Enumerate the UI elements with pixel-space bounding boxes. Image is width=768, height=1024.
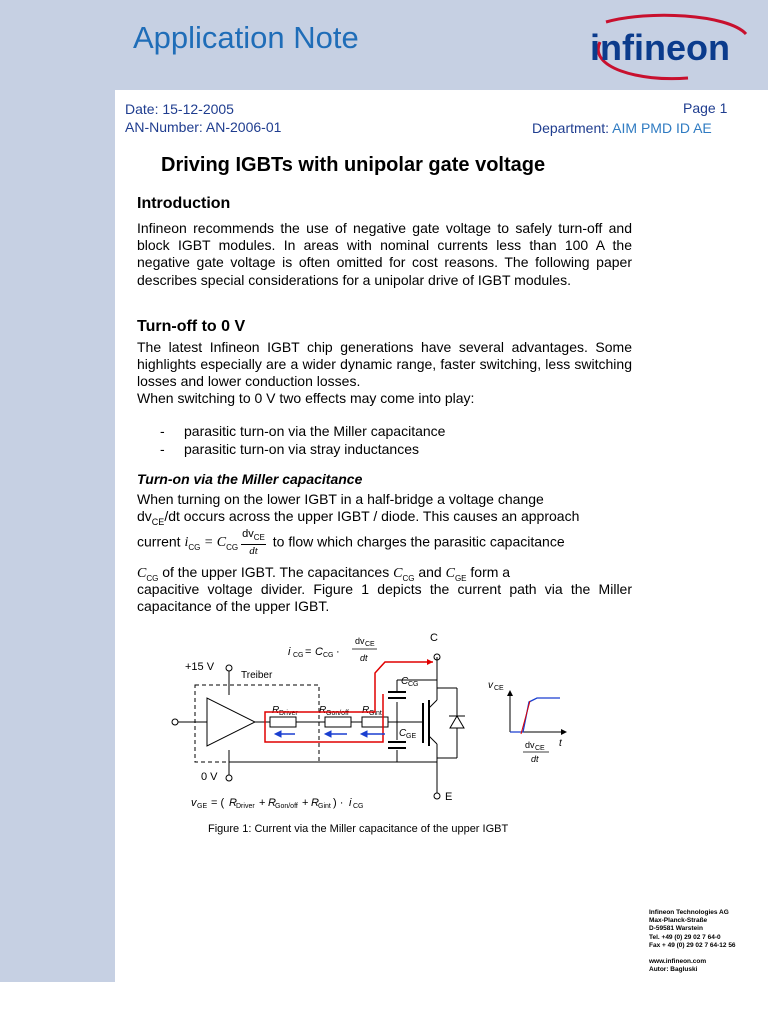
plus15-terminal (226, 665, 232, 671)
resistor-driver (270, 717, 296, 727)
document-title: Driving IGBTs with unipolar gate voltage (161, 154, 546, 176)
svg-text:i: i (288, 646, 291, 658)
v-ce-label: v (488, 680, 493, 691)
turnoff-heading: Turn-off to 0 V (137, 318, 246, 335)
svg-text:v: v (191, 797, 197, 809)
dvce-sub: CE (151, 516, 165, 527)
v-ce-sub: CE (494, 685, 504, 692)
svg-text:·: · (336, 646, 340, 658)
and-word: and (418, 564, 442, 580)
r-driver-label: R (272, 705, 280, 716)
node-e-terminal (434, 793, 440, 799)
miller-line-3-rest: to flow which charges the parasitic capacitance (272, 533, 565, 550)
footer-line: Infineon Technologies AG (649, 909, 729, 916)
footer-line: Tel. +49 (0) 29 02 7 64-0 (649, 933, 721, 941)
miller-current-path (265, 662, 433, 742)
formula-bottom (191, 797, 364, 810)
bullet-item (160, 441, 419, 457)
current-word: current (137, 533, 181, 550)
miller-line-5: capacitive voltage divider. Figure 1 depicts the current path via the Miller capacitance of the upper IGBT. (137, 581, 632, 615)
r-gon-label: R (319, 705, 327, 716)
turnoff-paragraph-2: When switching to 0 V two effects may come into play: (137, 390, 475, 406)
miller-circuit-figure (165, 628, 600, 818)
ccg-symbol-2: $C_{CG}$ (393, 566, 415, 583)
an-number-field: AN-Number: AN-2006-01 (125, 119, 282, 135)
footer-author: Autor: Bagluski (649, 966, 698, 974)
department-label: Department: (532, 120, 610, 136)
svg-text:R: R (229, 797, 237, 809)
r-driver-sub: Driver (279, 710, 298, 717)
cge-symbol: $C_{GE}$ (445, 566, 467, 583)
svg-text:+: + (259, 797, 266, 809)
c-cg-sub: CG (408, 681, 419, 688)
department-field (532, 120, 712, 136)
svg-text:Gint: Gint (318, 803, 331, 810)
department-value: AIM PMD ID AE (612, 120, 712, 136)
c-ge-sub: GE (406, 733, 417, 740)
bullet-text: parasitic turn-on via stray inductances (184, 441, 419, 457)
dvce-dt-fraction: $\frac{dv_{CE}}{dt}$ (242, 528, 265, 558)
vce-waveform-inset (488, 680, 567, 764)
footer-website: www.infineon.com (649, 958, 707, 966)
svg-text:i: i (349, 797, 352, 809)
svg-text:C: C (315, 646, 323, 658)
svg-text:) ·: ) · (333, 797, 344, 809)
bullet-dash: - (160, 423, 165, 439)
miller-line-4-end: form a (470, 564, 511, 580)
miller-heading: Turn-on via the Miller capacitance (137, 471, 363, 487)
svg-text:dv: dv (355, 636, 365, 646)
c-ge-label: C (399, 728, 407, 739)
svg-text:R: R (311, 797, 319, 809)
svg-text:Driver: Driver (236, 803, 255, 810)
footer-address-block (649, 909, 736, 974)
miller-line-3 (137, 528, 632, 557)
figure-caption: Figure 1: Current via the Miller capacitance of the upper IGBT (208, 823, 509, 835)
node-e-label: E (445, 791, 453, 803)
svg-text:CG: CG (323, 652, 334, 659)
bullet-dash: - (160, 441, 165, 457)
svg-text:dv: dv (525, 740, 535, 750)
date-field: Date: 15-12-2005 (125, 101, 234, 117)
zero-v-terminal (226, 775, 232, 781)
input-terminal (172, 719, 178, 725)
introduction-paragraph: Infineon recommends the use of negative gate voltage to safely turn-off and block IGBT modules. In areas with nominal currents less than 100 A the negative gate voltage is often omitted for cost reasons. The following paper describes special considerations for a unipolar drive of IGBT modules. (137, 220, 632, 288)
infineon-logo (578, 12, 753, 84)
svg-text:CE: CE (535, 745, 545, 752)
zero-v-label: 0 V (201, 771, 218, 783)
miller-line-4-text: of the upper IGBT. The capacitances (162, 564, 390, 580)
svg-text:=: = (305, 646, 312, 658)
footer-line: Max-Planck-Straße (649, 917, 708, 925)
svg-text:GE: GE (197, 803, 208, 810)
bullet-text: parasitic turn-on via the Miller capacitance (184, 423, 446, 439)
turnoff-paragraph: The latest Infineon IGBT chip generations have several advantages. Some highlights especially are a wider dynamic range, faster switching, less switching losses and lower conduction losses. (137, 339, 632, 390)
plus15-label: +15 V (185, 661, 215, 673)
svg-text:= (: = ( (211, 797, 225, 809)
formula-top (288, 636, 377, 663)
svg-text:+: + (302, 797, 309, 809)
t-axis-label: t (559, 738, 562, 749)
ccg-symbol: $C_{CG}$ (137, 566, 159, 583)
driver-buffer-triangle (207, 698, 255, 746)
left-margin-band (0, 90, 115, 982)
miller-line-2-rest: /dt occurs across the upper IGBT / diode. This causes an approach (164, 508, 580, 524)
node-c-label: C (430, 632, 438, 644)
svg-text:CG: CG (293, 652, 304, 659)
svg-text:dt: dt (360, 653, 368, 663)
svg-text:CG: CG (353, 803, 364, 810)
page-number: Page 1 (683, 100, 728, 116)
dvce-text: dv (137, 508, 152, 524)
r-gint-sub: Gint (369, 710, 382, 717)
introduction-heading: Introduction (137, 195, 231, 212)
svg-text:CE: CE (365, 641, 375, 648)
current-direction-arrows (275, 731, 385, 737)
footer-line: Fax + 49 (0) 29 02 7 64-12 56 (649, 941, 736, 949)
icg-formula: $i_{CG} = C_{CG}$ (184, 535, 239, 553)
bottom-margin (0, 982, 768, 1024)
miller-line-1: When turning on the lower IGBT in a half-bridge a voltage change (137, 491, 544, 507)
logo-wordmark: infineon (590, 27, 730, 68)
treiber-label: Treiber (241, 670, 273, 681)
footer-line (649, 950, 736, 958)
r-gon-sub: Gon/off (326, 710, 349, 717)
vce-curve (510, 698, 560, 732)
svg-text:R: R (268, 797, 276, 809)
r-gint-label: R (362, 705, 370, 716)
footer-line: D-59581 Warstein (649, 925, 703, 933)
bullet-item (160, 423, 445, 439)
application-note-title: Application Note (133, 20, 359, 55)
c-cg-label: C (401, 676, 409, 687)
freewheel-diode (450, 716, 464, 728)
resistor-gon-off (325, 717, 351, 727)
svg-text:dt: dt (531, 754, 539, 764)
svg-text:Gon/off: Gon/off (275, 803, 298, 810)
resistor-gint (362, 717, 388, 727)
